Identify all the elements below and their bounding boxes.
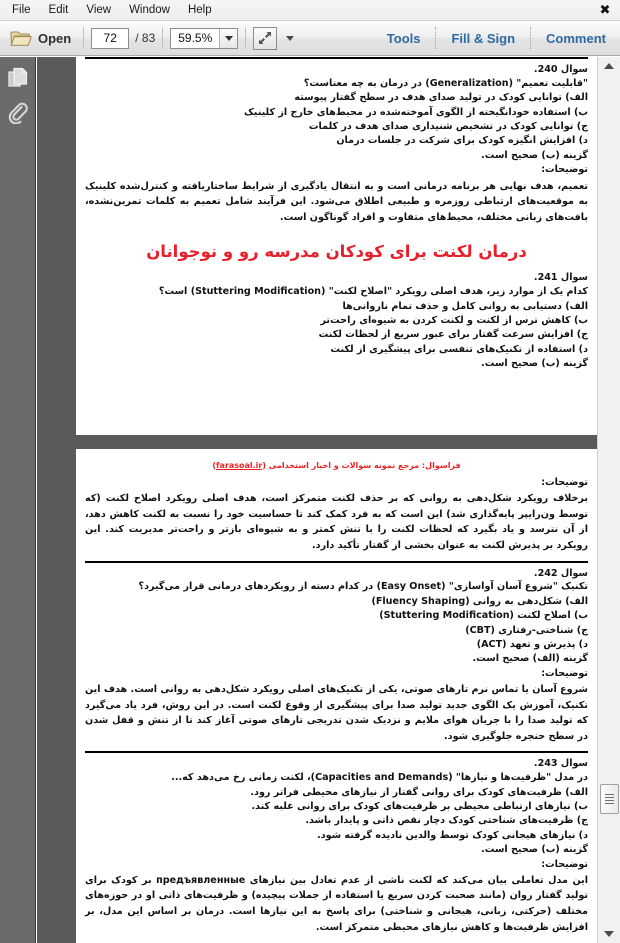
question-242-explanation-label: توضیحات:: [541, 667, 588, 679]
question-240-option-a: الف) توانایی کودک در تولید صدای هدف در سطح گفتار پیوسته: [294, 92, 588, 104]
folder-open-icon: [10, 30, 32, 47]
sidebar-nav-rail: [0, 57, 36, 943]
menu-edit[interactable]: Edit: [48, 4, 69, 16]
question-241-prompt: کدام یک از موارد زیر، هدف اصلی رویکرد "اصلاح لکنت" (Stuttering Modification) است؟: [158, 286, 588, 298]
open-button[interactable]: [6, 28, 76, 49]
fit-page-button[interactable]: [253, 27, 277, 50]
watermark-text: فراسوال: مرجع نمونه سوالات و اخبار استخدامی (farasoal.ir): [212, 461, 461, 470]
scroll-down-arrow-icon: [604, 931, 614, 937]
question-divider: [85, 751, 588, 753]
toolbar-divider-1: [83, 27, 84, 49]
question-242-prompt: تکنیک "شروع آسان آواسازی" (Easy Onset) در کدام دسته از رویکردهای درمانی قرار می‌گیرد؟: [138, 581, 588, 593]
question-240-option-c: ج) توانایی کودک در تشخیص شنیداری صدای هدف در کلمات: [308, 121, 588, 133]
question-242-explanation-text: شروع آسان یا تماس نرم تارهای صوتی، یکی از تکنیک‌های اصلی رویکرد شکل‌دهی به روانی است. هدف این تکنیک، آموزش یک الگوی جدید تولید صدا برای پیشگیری از وقوع لکنت است. در این روش، فرد یاد می‌گیرد که تولید صدا را با جریان هوای ملایم و نزدیک شدن تدریجی تارهای صوتی آغاز کند تا از تنش و قفل شدن در سطح حنجره جلوگیری شود.: [85, 684, 588, 742]
page-number-input[interactable]: 72: [91, 28, 129, 49]
question-242-option-a: الف) شکل‌دهی به روانی (Fluency Shaping): [371, 595, 588, 607]
chevron-down-small-icon: [284, 32, 296, 44]
question-243-option-a: الف) ظرفیت‌های کودک برای روانی گفتار از نیازهای محیطی فراتر رود.: [250, 786, 588, 798]
open-button-label: Open: [38, 30, 72, 46]
question-243-explanation-label: توضیحات:: [541, 858, 588, 870]
paperclip-attachment-icon: [8, 102, 28, 124]
tools-button[interactable]: Tools: [386, 30, 421, 46]
question-241-answer: گزینه (ب) صحیح است.: [481, 358, 588, 370]
scrollbar-thumb[interactable]: [600, 784, 619, 814]
question-243-option-d: د) نیازهای هیجانی کودک توسط والدین نادیده گرفته شود.: [317, 829, 588, 841]
question-243-explanation-text: این مدل تعاملی بیان می‌کند که لکنت ناشی از عدم تعادل بین نیازهای предъявленные بر کودک برای تولید گفتار روان (مانند صحبت کردن سریع یا استفاده از جملات پیچیده) و ظرفیت‌های ذاتی او در حوزه‌های مختلف (حرکتی، زبانی، هیجانی و شناختی) برای پاسخ به این نیازها است. درمان بر اساس این مدل، بر افزایش ظرفیت‌ها و کاهش نیازهای محیطی متمرکز است.: [85, 874, 588, 933]
question-242-option-b: ب) اصلاح لکنت (Stuttering Modification): [379, 610, 588, 622]
question-241-option-c: ج) افزایش سرعت گفتار برای عبور سریع از لحظات لکنت: [318, 329, 588, 341]
menu-file[interactable]: File: [12, 4, 31, 16]
toolbar-divider-3: [245, 27, 246, 49]
zoom-dropdown-button[interactable]: [219, 29, 237, 48]
question-243-number: سوال 243.: [533, 758, 588, 770]
question-241-option-d: د) استفاده از تکنیک‌های تنفسی برای پیشگیری از لکنت: [330, 343, 588, 355]
zoom-control[interactable]: [170, 28, 238, 49]
document-viewport[interactable]: [37, 57, 597, 943]
sidebar-item-thumbnails[interactable]: [1, 61, 35, 93]
question-243-option-c: ج) ظرفیت‌های شناختی کودک دچار نقص ذاتی و پایدار باشد.: [305, 815, 588, 827]
question-242-number: سوال 242.: [533, 567, 588, 579]
question-243-answer: گزینه (ب) صحیح است.: [481, 844, 588, 856]
question-241-explanation-label: توضیحات:: [541, 477, 588, 488]
question-242-answer: گزینه (الف) صحیح است.: [472, 653, 588, 665]
question-240-answer: گزینه (ب) صحیح است.: [481, 149, 588, 161]
scroll-up-arrow-icon: [604, 63, 614, 69]
page-thumbnails-icon: [8, 67, 28, 88]
question-242-option-c: ج) شناختی-رفتاری (CBT): [465, 624, 588, 636]
question-242-option-d: د) پذیرش و تعهد (ACT): [476, 638, 588, 650]
scroll-thumb-grip-icon: [605, 792, 614, 806]
pdf-page-73: [76, 449, 597, 943]
question-240-option-b: ب) استفاده خودانگیخته از الگوی آموخته‌شده در محیط‌های خارج از کلینیک: [243, 106, 588, 118]
menu-view[interactable]: View: [86, 4, 112, 16]
pdf-page-72: [76, 57, 597, 435]
menu-bar: [0, 0, 620, 21]
toolbar-divider-2: [162, 27, 163, 49]
menu-help[interactable]: Help: [187, 4, 212, 16]
toolbar-divider-5: [530, 27, 531, 49]
close-icon[interactable]: ✖: [599, 3, 611, 18]
question-243-option-b: ب) نیازهای ارتباطی محیطی بر ظرفیت‌های کودک برای روانی غلبه کند.: [251, 800, 588, 812]
question-240-explanation-text: تعمیم، هدف نهایی هر برنامه درمانی است و به انتقال یادگیری از شرایط ساختاریافته و کنترل‌شده کلینیک به موقعیت‌های ارتباطی روزمره و طبیعی اطلاق می‌شود. این فرآیند شامل تعمیم به کلمات تمرین‌نشده، بافت‌های زبانی مختلف، محیط‌های متفاوت و افراد گوناگون است.: [85, 180, 588, 223]
question-240-number: سوال 240.: [533, 64, 588, 75]
question-241-option-b: ب) کاهش ترس از لکنت و لکنت کردن به شیوه‌ای راحت‌تر: [320, 314, 588, 326]
page-title: درمان لکنت برای کودکان مدرسه رو و نوجوانان: [146, 242, 527, 262]
vertical-scrollbar[interactable]: [597, 57, 620, 943]
question-241-option-a: الف) دستیابی به روانی کامل و حذف تمام ناروانی‌ها: [342, 300, 588, 312]
question-240-option-d: د) افزایش انگیزه کودک برای شرکت در جلسات درمان: [336, 135, 588, 147]
question-241-number: سوال 241.: [533, 272, 588, 284]
toolbar: [0, 21, 620, 56]
question-243-prompt: در مدل "ظرفیت‌ها و نیازها" (Capacities and Demands)، لکنت زمانی رخ می‌دهد که...: [171, 772, 588, 784]
sidebar-item-attachments[interactable]: [1, 97, 35, 129]
scroll-down-button[interactable]: [598, 925, 620, 943]
question-241-explanation-text: برخلاف رویکرد شکل‌دهی به روانی که بر حذف لکنت متمرکز است، هدف اصلی رویکرد اصلاح لکنت (که توسط ون‌رایپر پایه‌گذاری شد) این است که به فرد کمک کند تا حساسیت خود را نسبت به لکنت کاهش دهد، از آن نترسد و یاد بگیرد که لحظات لکنت را با تنش کمتر و به شیوه‌ای بازتر و راحت‌تر مدیریت کند. این رویکرد بر پذیرش لکنت به عنوان بخشی از گفتار تأکید دارد.: [85, 493, 588, 551]
watermark-link[interactable]: farasoal.ir: [215, 461, 263, 470]
page-total-label: / 83: [135, 31, 156, 45]
chevron-down-icon: [225, 36, 233, 41]
question-divider: [85, 561, 588, 563]
fit-page-icon: [257, 30, 273, 46]
scroll-up-button[interactable]: [598, 57, 620, 75]
question-240-prompt: "قابلیت تعمیم" (Generalization) در درمان به چه معناست؟: [303, 77, 588, 89]
fill-and-sign-button[interactable]: Fill & Sign: [451, 30, 516, 46]
menu-window[interactable]: Window: [129, 4, 170, 16]
toolbar-overflow-button[interactable]: [282, 28, 298, 48]
watermark-footer: [85, 461, 588, 470]
toolbar-divider-4: [435, 27, 436, 49]
toolbar-right-group: [381, 21, 620, 55]
comment-button[interactable]: Comment: [546, 30, 606, 46]
question-240-explanation-label: توضیحات:: [541, 164, 588, 176]
question-divider: [85, 57, 588, 59]
zoom-value[interactable]: 59.5%: [178, 31, 213, 45]
